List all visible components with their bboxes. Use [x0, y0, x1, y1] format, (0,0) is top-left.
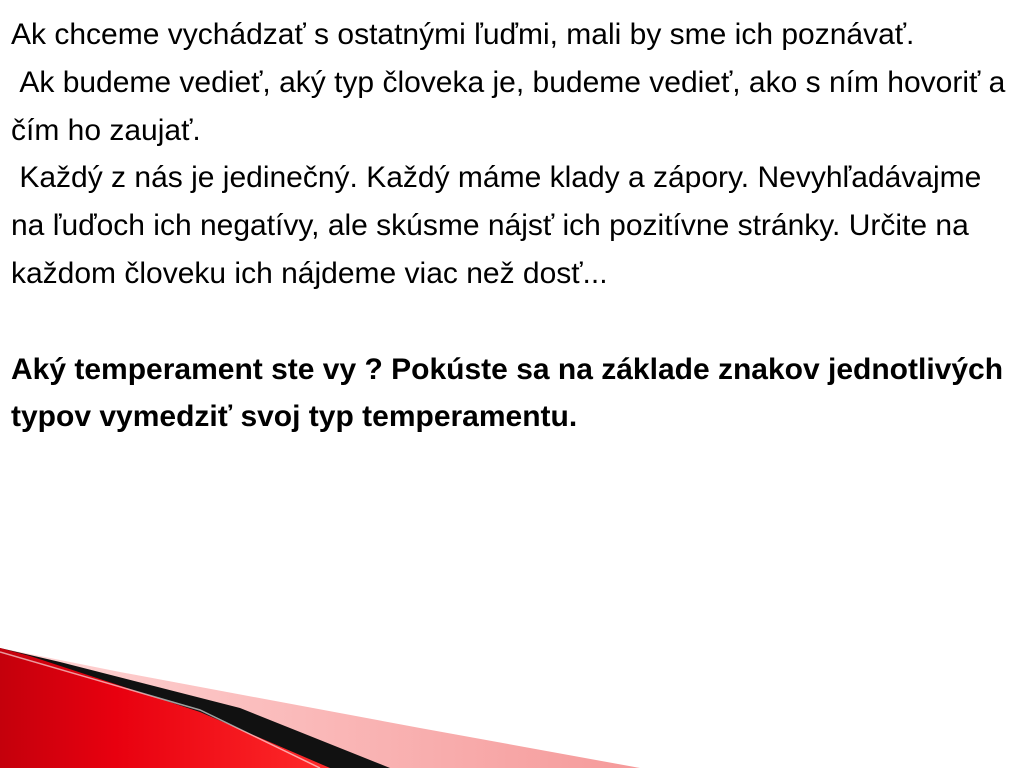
decor-dark-stripe [0, 648, 390, 768]
decor-red-wedge [0, 648, 330, 768]
slide-body [11, 11, 1014, 441]
decor-highlight-line [0, 652, 320, 768]
paragraph-intro: Ak chceme vychádzať s ostatnými ľuďmi, mali by sme ich poznávať. [11, 18, 915, 51]
blank-line [11, 298, 1011, 346]
paragraph-knowing-type: Ak budeme vedieť, aký typ človeka je, budeme vedieť, ako s ním hovoriť a čím ho zaujať. [11, 65, 1014, 147]
paragraph-uniqueness: Každý z nás je jedinečný. Každý máme klady a zápory. Nevyhľadávajme na ľuďoch ich negatívy, ale skúsme nájsť ich pozitívne stránky. Určite na každom človeku ich nájdeme viac než dosť... [11, 161, 990, 290]
decor-pink-band [0, 648, 640, 768]
question-temperament: Aký temperament ste vy ? Pokúste sa na základe znakov jednotlivých typov vymedziť svoj typ temperamentu. [11, 352, 1012, 434]
